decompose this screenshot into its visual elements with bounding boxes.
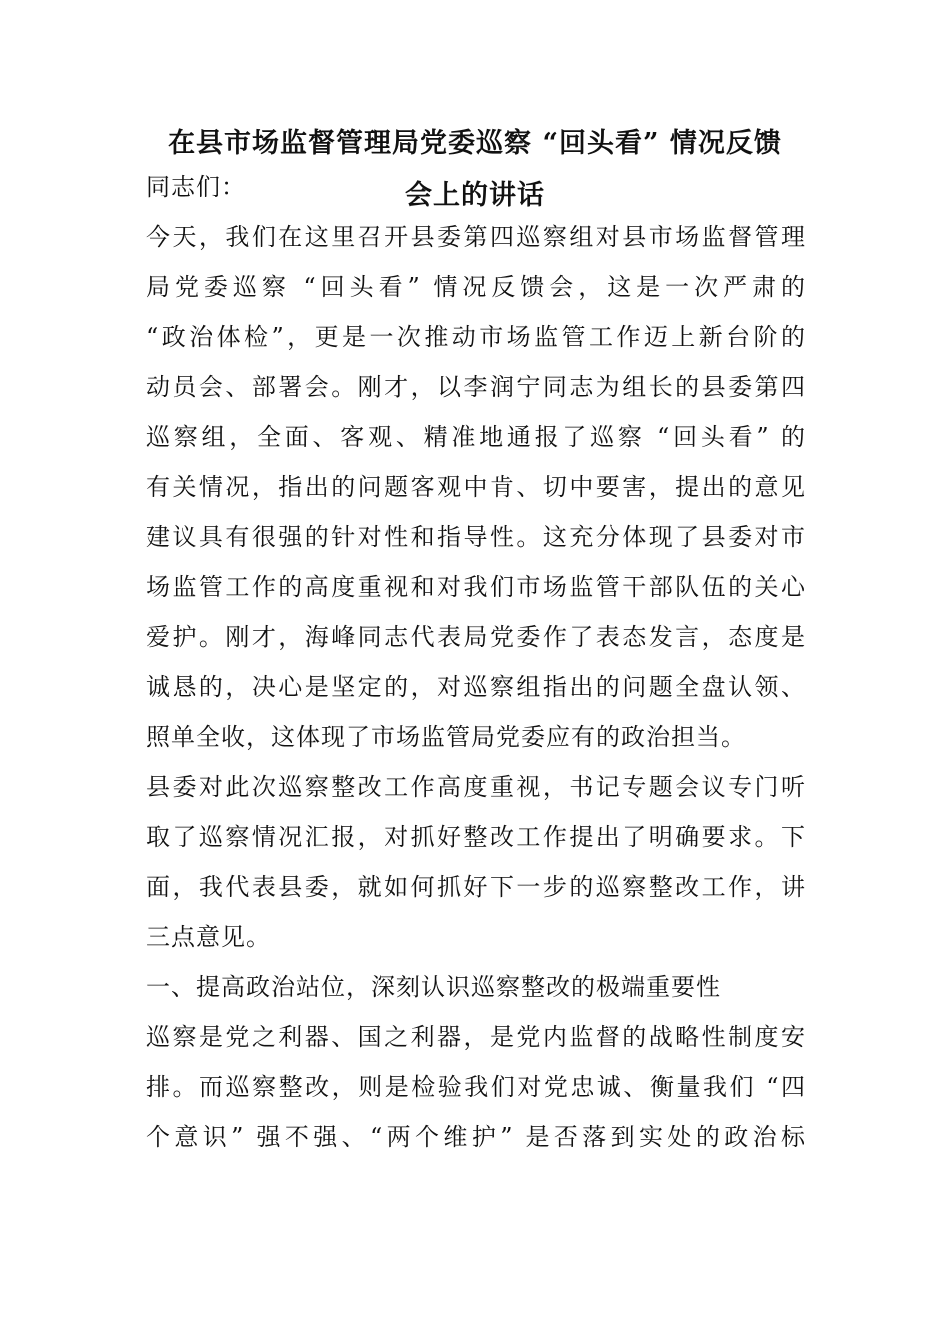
- section-heading: 一、提高政治站位，深刻认识巡察整改的极端重要性: [146, 973, 721, 1001]
- body-line: 诚恳的，决心是坚定的，对巡察组指出的问题全盘认领、: [146, 673, 806, 701]
- body-line: 局党委巡察 “回头看” 情况反馈会，这是一次严肃的: [146, 273, 806, 301]
- body-line: 有关情况，指出的问题客观中肯、切中要害，提出的意见: [146, 473, 806, 501]
- body-line: 今天，我们在这里召开县委第四巡察组对县市场监督管理: [146, 223, 806, 251]
- document-body: [146, 162, 806, 1162]
- body-line: 巡察是党之利器、国之利器，是党内监督的战略性制度安: [146, 1023, 806, 1051]
- body-line: 县委对此次巡察整改工作高度重视，书记专题会议专门听: [146, 773, 806, 801]
- title-line-1: 在县市场监督管理局党委巡察 “回头看” 情况反馈: [168, 128, 782, 159]
- body-line: 排。而巡察整改，则是检验我们对党忠诚、衡量我们 “四: [146, 1073, 806, 1101]
- body-line: “政治体检”，更是一次推动市场监管工作迈上新台阶的: [146, 323, 806, 351]
- body-line: 场监管工作的高度重视和对我们市场监管干部队伍的关心: [146, 573, 806, 601]
- body-line: 巡察组，全面、客观、精准地通报了巡察 “回头看” 的: [146, 423, 806, 451]
- body-line: 建议具有很强的针对性和指导性。这充分体现了县委对市: [146, 523, 806, 551]
- body-line: 取了巡察情况汇报，对抓好整改工作提出了明确要求。下: [146, 823, 806, 851]
- body-line: 个意识” 强不强、“两个维护” 是否落到实处的政治标: [146, 1123, 806, 1151]
- title-line-2: 会上的讲话: [405, 180, 545, 211]
- body-line: 爱护。刚才，海峰同志代表局党委作了表态发言，态度是: [146, 623, 806, 651]
- body-line: 面，我代表县委，就如何抓好下一步的巡察整改工作，讲: [146, 873, 806, 901]
- salutation: 同志们：: [146, 173, 246, 201]
- body-line: 动员会、部署会。刚才，以李润宁同志为组长的县委第四: [146, 373, 806, 401]
- body-line: 照单全收，这体现了市场监管局党委应有的政治担当。: [146, 723, 746, 751]
- body-line: 三点意见。: [146, 923, 271, 951]
